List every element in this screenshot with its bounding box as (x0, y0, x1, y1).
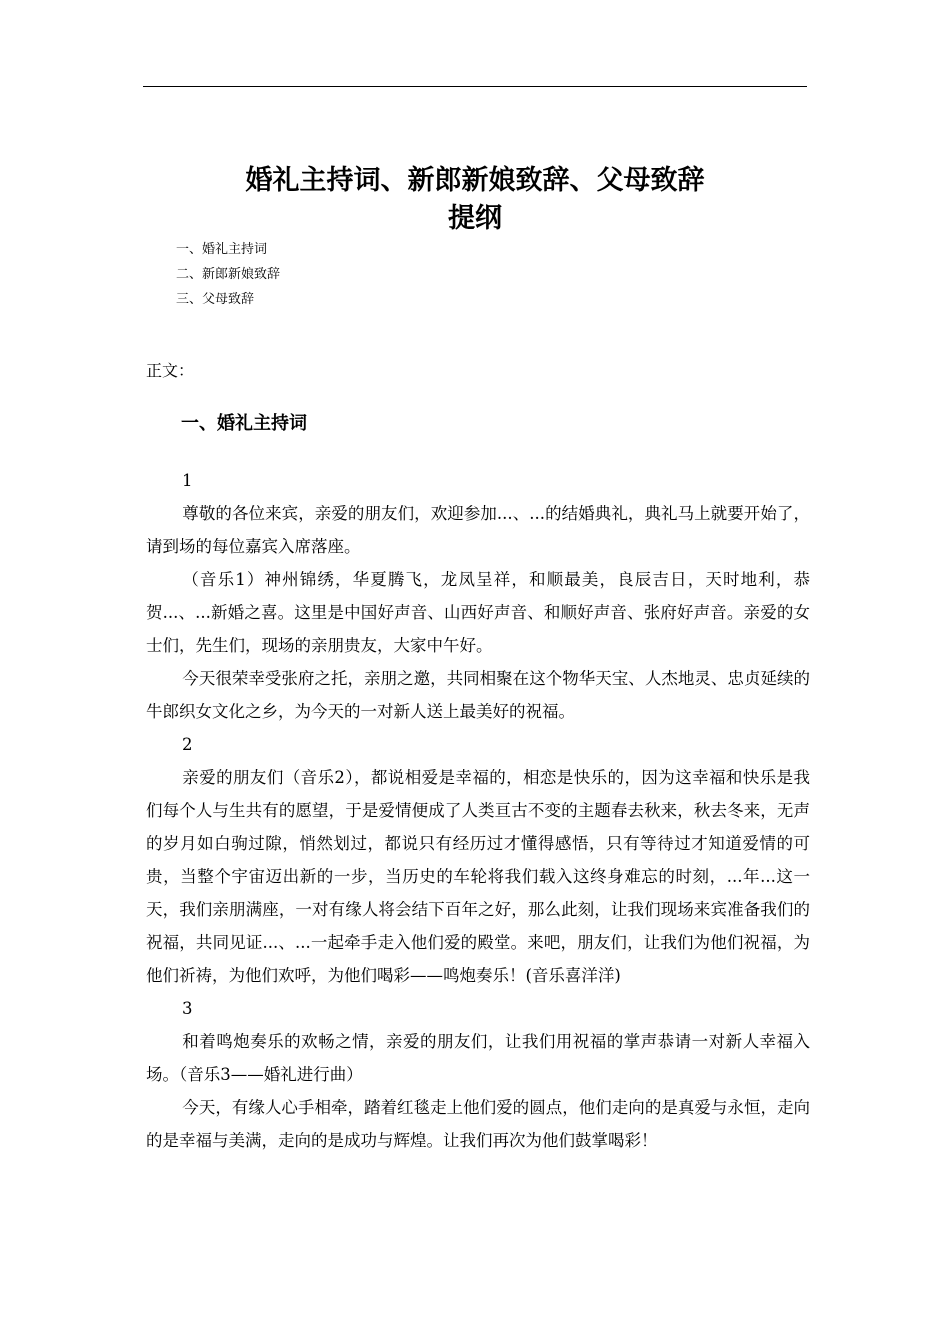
paragraph: 尊敬的各位来宾，亲爱的朋友们，欢迎参加...、...的结婚典礼，典礼马上就要开始了，请到场的每位嘉宾入席落座。 (146, 504, 810, 556)
paragraph: 今天很荣幸受张府之托，亲朋之邀，共同相聚在这个物华天宝、人杰地灵、忠贞延续的牛郎织女文化之乡，为今天的一对新人送上最美好的祝福。 (146, 669, 810, 721)
outline-item: 二、新郎新娘致辞 (176, 267, 281, 282)
paragraph-number: 1 (182, 471, 193, 490)
header-rule (143, 86, 807, 87)
paragraph-number: 2 (182, 735, 193, 754)
paragraph: 和着鸣炮奏乐的欢畅之情，亲爱的朋友们，让我们用祝福的掌声恭请一对新人幸福入场。（音乐3——婚礼进行曲） (146, 1032, 810, 1084)
paragraph-number: 3 (182, 999, 193, 1018)
section-heading: 一、婚礼主持词 (181, 413, 307, 434)
outline-item: 一、婚礼主持词 (176, 242, 268, 257)
document-title: 婚礼主持词、新郎新娘致辞、父母致辞 (245, 165, 705, 196)
paragraph: 亲爱的朋友们（音乐2），都说相爱是幸福的，相恋是快乐的，因为这幸福和快乐是我们每个人与生共有的愿望，于是爱情便成了人类亘古不变的主题春去秋来，秋去冬来，无声的岁月如白驹过隙，悄然划过，都说只有经历过才懂得感悟，只有等待过才知道爱情的可贵，当整个宇宙迈出新的一步，当历史的车轮将我们载入这终身难忘的时刻，...年...这一天，我们亲朋满座，一对有缘人将会结下百年之好，那么此刻，让我们现场来宾准备我们的祝福，共同见证...、...一起牵手走入他们爱的殿堂。来吧，朋友们，让我们为他们祝福，为他们祈祷，为他们欢呼，为他们喝彩——鸣炮奏乐！(音乐喜洋洋) (146, 768, 810, 985)
paragraph: （音乐1）神州锦绣，华夏腾飞，龙凤呈祥，和顺最美，良辰吉日，天时地利，恭贺...、...新婚之喜。这里是中国好声音、山西好声音、和顺好声音、张府好声音。亲爱的女士们，先生们，现场的亲朋贵友，大家中午好。 (146, 570, 810, 655)
document-subtitle: 提纲 (448, 203, 502, 234)
document-body (146, 464, 810, 1157)
outline-list (176, 240, 280, 315)
outline-item: 三、父母致辞 (176, 292, 255, 307)
body-label: 正文： (146, 361, 195, 380)
paragraph: 今天，有缘人心手相牵，踏着红毯走上他们爱的圆点，他们走向的是真爱与永恒，走向的是幸福与美满，走向的是成功与辉煌。让我们再次为他们鼓掌喝彩！ (146, 1098, 810, 1150)
